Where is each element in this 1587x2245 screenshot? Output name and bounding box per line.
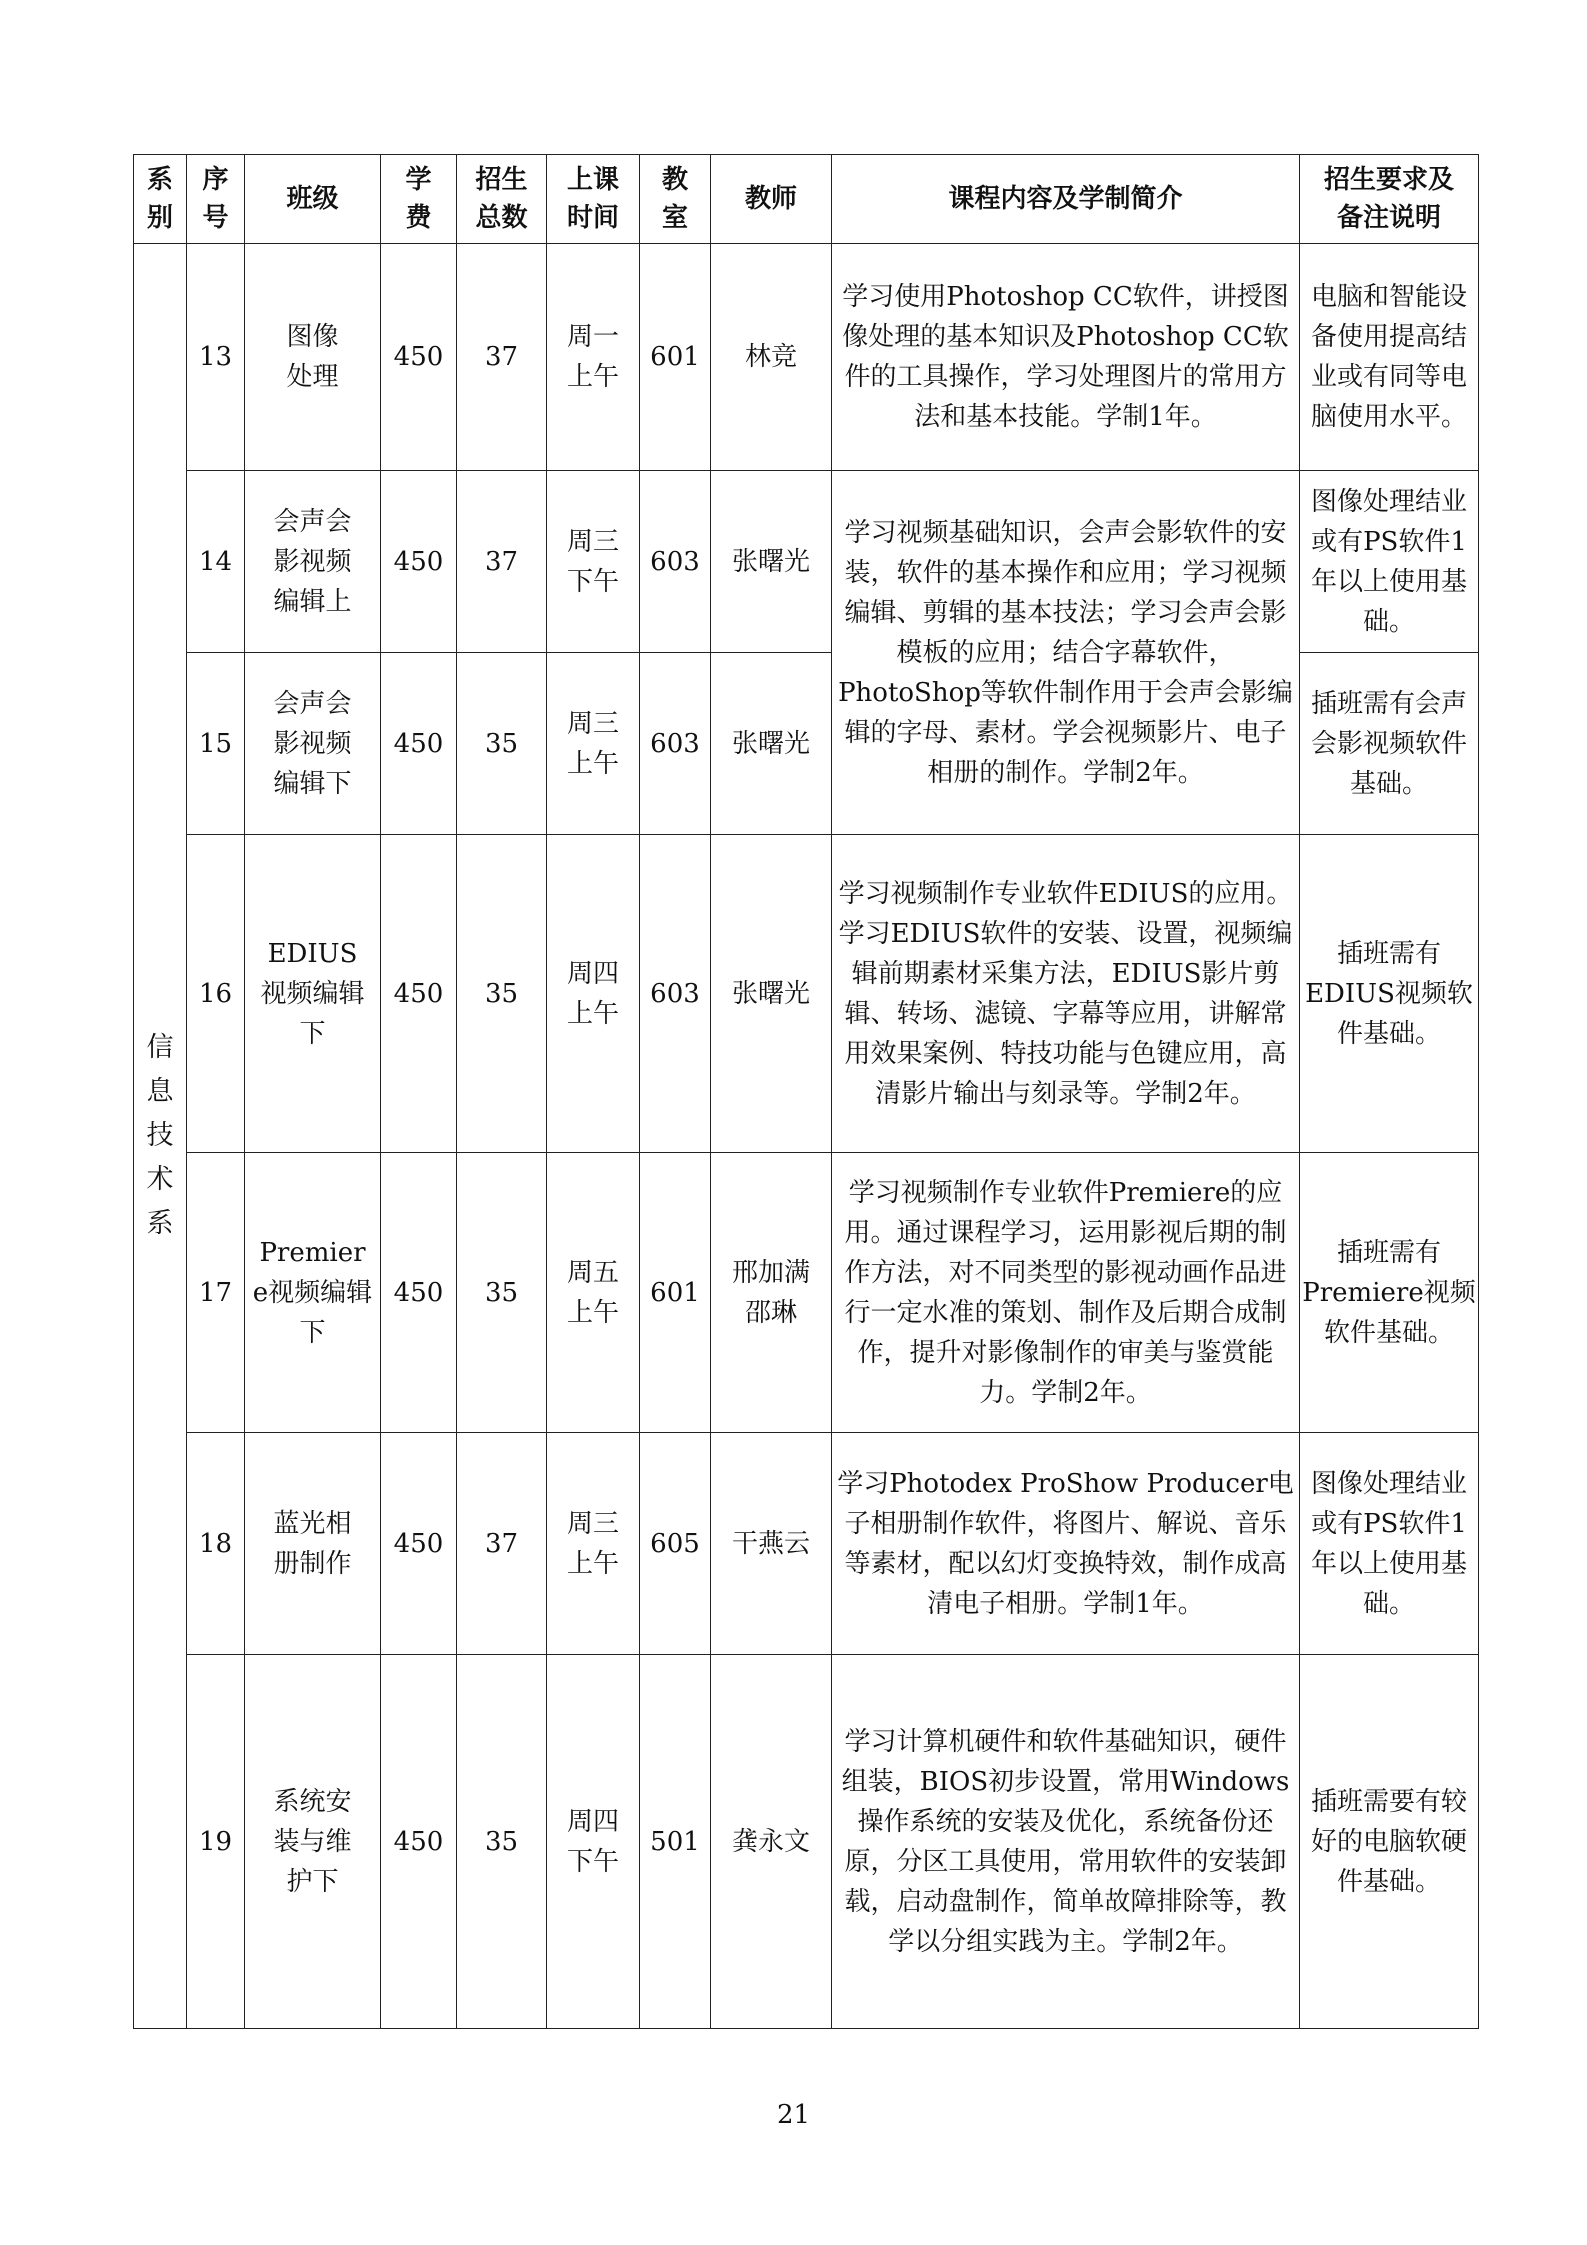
table-row [134, 1433, 1479, 1655]
row-no: 15 [187, 653, 245, 835]
row-note: 图像处理结业或有PS软件1年以上使用基础。 [1300, 1433, 1479, 1655]
header-content: 课程内容及学制简介 [832, 155, 1300, 244]
row-time: 周三上午 [547, 1433, 640, 1655]
table-row [134, 471, 1479, 653]
row-quota: 35 [457, 1153, 547, 1433]
row-time: 周三下午 [547, 471, 640, 653]
row-note: 电脑和智能设备使用提高结业或有同等电脑使用水平。 [1300, 244, 1479, 471]
table-row [134, 835, 1479, 1153]
row-class: 会声会影视频编辑下 [245, 653, 381, 835]
row-teacher: 龚永文 [711, 1655, 832, 2029]
header-class: 班级 [245, 155, 381, 244]
row-fee: 450 [381, 471, 457, 653]
row-time: 周四上午 [547, 835, 640, 1153]
row-time: 周一上午 [547, 244, 640, 471]
row-teacher: 张曙光 [711, 653, 832, 835]
row-room: 601 [640, 244, 711, 471]
department-cell: 信息技术系 [134, 244, 187, 2029]
row-teacher: 张曙光 [711, 471, 832, 653]
row-content: 学习视频制作专业软件Premiere的应用。通过课程学习，运用影视后期的制作方法，对不同类型的影视动画作品进行一定水准的策划、制作及后期合成制作，提升对影像制作的审美与鉴赏能力。学制2年。 [832, 1153, 1300, 1433]
row-room: 601 [640, 1153, 711, 1433]
row-room: 603 [640, 471, 711, 653]
row-content: 学习视频制作专业软件EDIUS的应用。学习EDIUS软件的安装、设置，视频编辑前期素材采集方法，EDIUS影片剪辑、转场、滤镜、字幕等应用，讲解常用效果案例、特技功能与色键应用，高清影片输出与刻录等。学制2年。 [832, 835, 1300, 1153]
header-note: 招生要求及备注说明 [1300, 155, 1479, 244]
table-row [134, 1655, 1479, 2029]
header-dept: 系别 [134, 155, 187, 244]
row-room: 603 [640, 653, 711, 835]
row-no: 18 [187, 1433, 245, 1655]
row-time: 周四下午 [547, 1655, 640, 2029]
row-no: 19 [187, 1655, 245, 2029]
table-row [134, 244, 1479, 471]
row-note: 图像处理结业或有PS软件1年以上使用基础。 [1300, 471, 1479, 653]
row-note: 插班需有EDIUS视频软件基础。 [1300, 835, 1479, 1153]
row-room: 603 [640, 835, 711, 1153]
header-room: 教室 [640, 155, 711, 244]
row-teacher: 干燕云 [711, 1433, 832, 1655]
row-fee: 450 [381, 835, 457, 1153]
row-class: EDIUS视频编辑下 [245, 835, 381, 1153]
row-quota: 35 [457, 1655, 547, 2029]
row-class: Premiere视频编辑下 [245, 1153, 381, 1433]
row-note: 插班需要有较好的电脑软硬件基础。 [1300, 1655, 1479, 2029]
row-note: 插班需有Premiere视频软件基础。 [1300, 1153, 1479, 1433]
header-row [134, 155, 1479, 244]
row-content: 学习计算机硬件和软件基础知识，硬件组装，BIOS初步设置，常用Windows操作系统的安装及优化，系统备份还原，分区工具使用，常用软件的安装卸载，启动盘制作，简单故障排除等，教学以分组实践为主。学制2年。 [832, 1655, 1300, 2029]
table-row [134, 1153, 1479, 1433]
row-quota: 37 [457, 471, 547, 653]
course-schedule-table [133, 154, 1479, 2029]
header-quota: 招生总数 [457, 155, 547, 244]
row-fee: 450 [381, 1153, 457, 1433]
row-quota: 35 [457, 835, 547, 1153]
row-content: 学习使用Photoshop CC软件，讲授图像处理的基本知识及Photoshop CC软件的工具操作，学习处理图片的常用方法和基本技能。学制1年。 [832, 244, 1300, 471]
row-no: 13 [187, 244, 245, 471]
row-room: 501 [640, 1655, 711, 2029]
header-time: 上课时间 [547, 155, 640, 244]
row-note: 插班需有会声会影视频软件基础。 [1300, 653, 1479, 835]
row-content: 学习视频基础知识，会声会影软件的安装，软件的基本操作和应用；学习视频编辑、剪辑的基本技法；学习会声会影模板的应用；结合字幕软件，PhotoShop等软件制作用于会声会影编辑的字母、素材。学会视频影片、电子相册的制作。学制2年。 [832, 471, 1300, 835]
row-content: 学习Photodex ProShow Producer电子相册制作软件，将图片、解说、音乐等素材，配以幻灯变换特效，制作成高清电子相册。学制1年。 [832, 1433, 1300, 1655]
row-no: 17 [187, 1153, 245, 1433]
row-class: 图像处理 [245, 244, 381, 471]
row-fee: 450 [381, 244, 457, 471]
row-teacher: 林竞 [711, 244, 832, 471]
row-class: 蓝光相册制作 [245, 1433, 381, 1655]
row-teacher: 邢加满邵琳 [711, 1153, 832, 1433]
row-class: 系统安装与维护下 [245, 1655, 381, 2029]
header-fee: 学费 [381, 155, 457, 244]
row-fee: 450 [381, 1655, 457, 2029]
row-fee: 450 [381, 653, 457, 835]
row-teacher: 张曙光 [711, 835, 832, 1153]
page-number: 21 [776, 2100, 811, 2130]
row-no: 14 [187, 471, 245, 653]
header-no: 序号 [187, 155, 245, 244]
row-time: 周五上午 [547, 1153, 640, 1433]
row-class: 会声会影视频编辑上 [245, 471, 381, 653]
row-room: 605 [640, 1433, 711, 1655]
row-no: 16 [187, 835, 245, 1153]
row-quota: 37 [457, 1433, 547, 1655]
row-quota: 37 [457, 244, 547, 471]
row-time: 周三上午 [547, 653, 640, 835]
row-fee: 450 [381, 1433, 457, 1655]
row-quota: 35 [457, 653, 547, 835]
header-teacher: 教师 [711, 155, 832, 244]
